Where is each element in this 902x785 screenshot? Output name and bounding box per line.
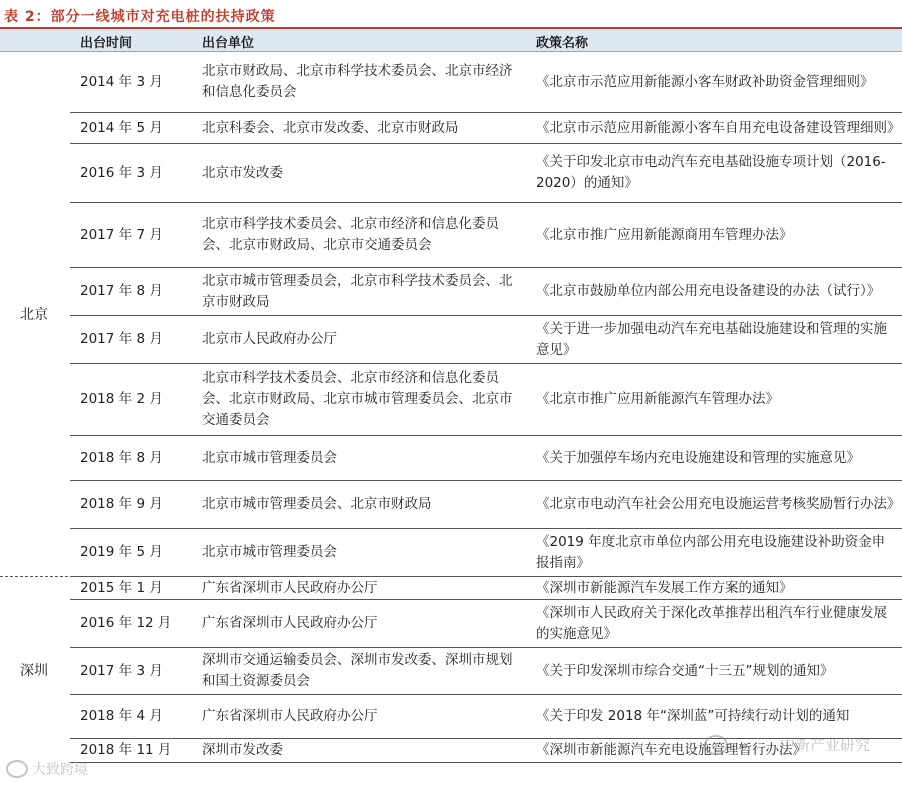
- cell-date: 2018 年 2 月: [80, 391, 163, 407]
- watermark-center: 中新产业研究: [779, 736, 870, 754]
- cell-org: 北京市城市管理委员会、北京市财政局: [202, 496, 432, 512]
- table-row: [70, 600, 902, 648]
- cell-policy: 《北京市示范应用新能源小客车自用充电设备建设管理细则》: [536, 119, 901, 136]
- cell-org: 广东省深圳市人民政府办公厅: [202, 708, 378, 724]
- cell-policy: 《北京市鼓励单位内部公用充电设备建设的办法（试行）》: [536, 283, 881, 299]
- cell-org: 北京市科学技术委员会、北京市经济和信息化委员会、北京市财政局、北京市交通委员会: [202, 216, 499, 253]
- cell-policy: 《关于印发北京市电动汽车充电基础设施专项计划（2016-2020）的通知》: [536, 154, 886, 191]
- header-org: 出台单位: [202, 36, 255, 51]
- cell-policy: 《关于加强停车场内充电设施建设和管理的实施意见》: [536, 449, 860, 466]
- cell-date: 2018 年 4 月: [80, 708, 163, 724]
- cell-org: 北京市发改委: [202, 164, 283, 181]
- cell-date: 2017 年 3 月: [80, 662, 163, 679]
- cell-policy: 《深圳市新能源汽车发展工作方案的通知》: [536, 579, 793, 596]
- table-row: [70, 577, 902, 600]
- cell-org: 北京市城市管理委员会: [202, 449, 337, 466]
- cell-policy: 《深圳市人民政府关于深化改革推荐出租汽车行业健康发展的实施意见》: [536, 604, 887, 642]
- cell-date: 2018 年 11 月: [80, 742, 172, 758]
- cell-date: 2017 年 8 月: [80, 331, 163, 347]
- city-beijing: 北京: [20, 307, 48, 323]
- cell-org: 北京市人民政府办公厅: [202, 331, 337, 347]
- table-row: [70, 316, 902, 364]
- cell-policy: 《北京市电动汽车社会公用充电设施运营考核奖励暂行办法》: [536, 496, 901, 512]
- table-row: [70, 739, 902, 763]
- cell-policy: 《北京市推广应用新能源汽车管理办法》: [536, 391, 779, 407]
- city-shenzhen: 深圳: [20, 663, 48, 679]
- table-row: [70, 529, 902, 577]
- cell-date: 2018 年 9 月: [80, 496, 163, 512]
- cell-policy: 《关于进一步加强电动汽车充电基础设施建设和管理的实施意见》: [536, 320, 887, 358]
- cell-date: 2016 年 3 月: [80, 164, 163, 181]
- cell-org: 深圳市发改委: [202, 742, 283, 758]
- table-header: [0, 29, 902, 52]
- cell-policy: 《北京市示范应用新能源小客车财政补助资金管理细则》: [536, 73, 874, 90]
- header-date: 出台时间: [80, 36, 133, 51]
- cell-org: 广东省深圳市人民政府办公厅: [202, 615, 378, 631]
- cell-org: 北京市城市管理委员会: [202, 544, 337, 560]
- cell-policy: 《深圳市新能源汽车充电设施管理暂行办法》: [536, 742, 806, 758]
- table-row: [70, 144, 902, 203]
- cell-policy: 《北京市推广应用新能源商用车管理办法》: [536, 226, 793, 243]
- cell-org: 深圳市交通运输委员会、深圳市发改委、深圳市规划和国土资源委员会: [202, 652, 513, 689]
- cell-policy: 《关于印发深圳市综合交通“十三五”规划的通知》: [536, 662, 834, 679]
- cell-org: 北京市科学技术委员会、北京市经济和信息化委员会、北京市财政局、北京市城市管理委员会、北京市交通委员会: [202, 370, 513, 428]
- brand-logo-icon: [6, 760, 28, 778]
- table-row: [70, 52, 902, 113]
- table-row: [70, 436, 902, 481]
- table-row: [70, 695, 902, 739]
- cell-date: 2015 年 1 月: [80, 579, 163, 596]
- table-row: [70, 364, 902, 436]
- cell-date: 2016 年 12 月: [80, 615, 172, 631]
- watermark-corner: [6, 759, 88, 779]
- cell-date: 2018 年 8 月: [80, 449, 163, 466]
- cell-date: 2014 年 3 月: [80, 73, 163, 90]
- cell-org: 北京科委会、北京市发改委、北京市财政局: [202, 119, 459, 136]
- cell-date: 2017 年 7 月: [80, 226, 163, 243]
- cell-date: 2014 年 5 月: [80, 119, 163, 136]
- cell-org: 北京市财政局、北京市科学技术委员会、北京市经济和信息化委员会: [202, 63, 513, 100]
- table-row: [70, 113, 902, 144]
- cell-policy: 《2019 年度北京市单位内部公用充电设施建设补助资金申报指南》: [536, 533, 886, 571]
- wechat-icon: [704, 735, 728, 755]
- cell-date: 2019 年 5 月: [80, 544, 163, 560]
- table-row: [70, 481, 902, 529]
- cell-policy: 《关于印发 2018 年“深圳蓝”可持续行动计划的通知: [536, 708, 850, 724]
- city-divider: [0, 576, 902, 577]
- cell-org: 广东省深圳市人民政府办公厅: [202, 579, 378, 596]
- cell-org: 北京市城市管理委员会，北京市科学技术委员会、北京市财政局: [202, 272, 513, 310]
- table-row: [70, 268, 902, 316]
- cell-date: 2017 年 8 月: [80, 283, 163, 299]
- table-row: [70, 203, 902, 268]
- header-policy: 政策名称: [536, 36, 589, 51]
- table-row: [70, 648, 902, 695]
- watermark-corner-text: 大致跨境: [32, 762, 88, 778]
- table-title: 表 2：部分一线城市对充电桩的扶持政策: [4, 9, 276, 25]
